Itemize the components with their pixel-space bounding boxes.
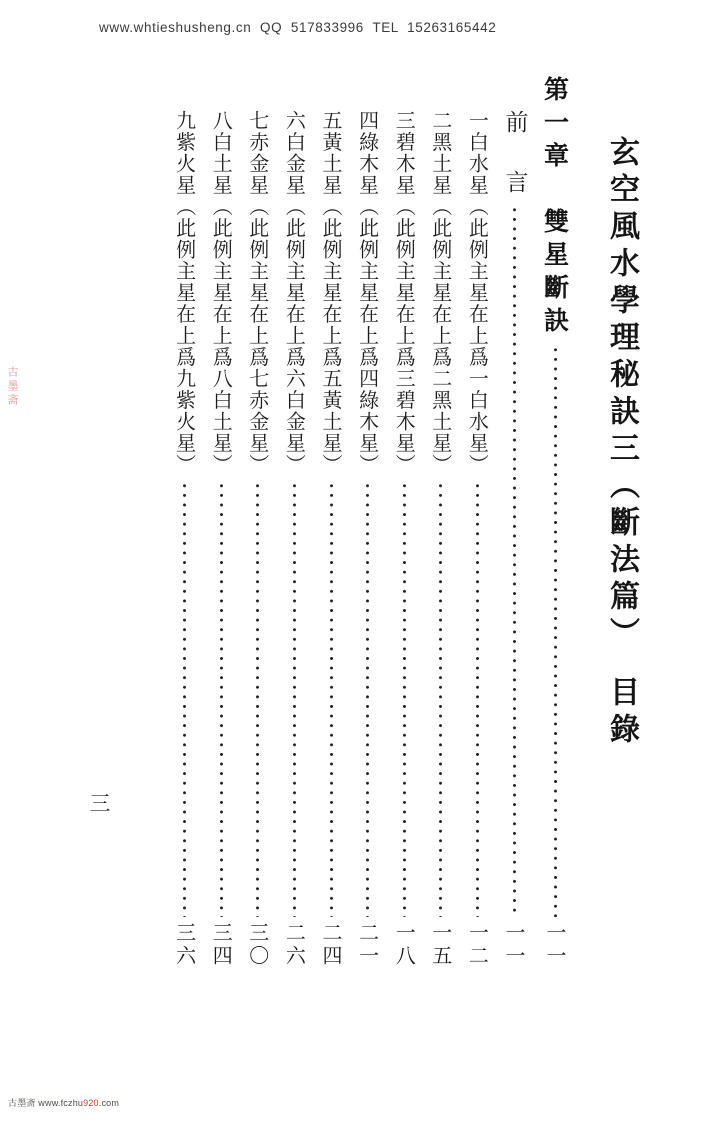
toc-entry	[165, 110, 205, 968]
toc-entry-label: 四綠木星（此例主星在上爲四綠木星）	[355, 110, 380, 476]
watermark-text: 古墨斋 www.fczhu	[8, 1098, 84, 1108]
dotted-leader	[292, 481, 297, 918]
watermark-text-suffix: .com	[98, 1098, 120, 1108]
toc-entry-label: 五黃土星（此例主星在上爲五黃土星）	[319, 110, 343, 476]
watermark-left-edge: 古墨斋	[6, 366, 19, 408]
toc-entry-page-number: 一二	[465, 922, 490, 968]
toc-entry	[238, 110, 278, 968]
toc-entry-label: 前 言	[501, 110, 528, 200]
dotted-leader	[475, 481, 480, 918]
toc-entry	[494, 110, 534, 968]
toc-entry-page-number: 三〇	[245, 922, 270, 968]
dotted-leader	[219, 481, 224, 918]
toc-chapter-label: 第一章 雙星斷訣	[540, 76, 570, 340]
dotted-leader	[182, 481, 187, 918]
toc-entry-page-number: 三六	[172, 922, 197, 968]
dotted-leader	[365, 481, 370, 918]
toc-entry-label: 一白水星（此例主星在上爲一白水星）	[465, 110, 490, 476]
toc-entry	[201, 110, 241, 968]
watermark-bottom-left	[8, 1096, 119, 1109]
dotted-leader	[553, 345, 558, 917]
toc-entry	[348, 110, 388, 968]
toc-entry-page-number: 二六	[282, 922, 307, 968]
toc-entry-page-number: 二一	[355, 922, 380, 968]
toc-entry-page-number: 二四	[319, 922, 343, 968]
toc-chapter-page-number: 一一	[543, 922, 567, 968]
toc-entry-label: 三碧木星（此例主星在上爲三碧木星）	[392, 110, 417, 476]
dotted-leader	[255, 481, 260, 918]
toc-entry	[274, 110, 314, 968]
toc-entry-label: 六白金星（此例主星在上爲六白金星）	[282, 110, 307, 476]
watermark-text-red: 920	[83, 1098, 99, 1108]
toc-entry-label: 七赤金星（此例主星在上爲七赤金星）	[245, 110, 270, 476]
toc-entry	[421, 110, 461, 968]
toc-entry-page-number: 一一	[502, 922, 526, 968]
header-contact-line: www.whtieshusheng.cn QQ 517833996 TEL 15263165442	[99, 20, 497, 35]
dotted-leader	[329, 481, 334, 918]
toc-entry	[457, 110, 497, 968]
dotted-leader	[512, 205, 517, 917]
toc-entry-label: 八白土星（此例主星在上爲八白土星）	[209, 110, 234, 476]
toc-entry-label: 九紫火星（此例主星在上爲九紫火星）	[172, 110, 197, 476]
toc-entry-page-number: 三四	[209, 922, 234, 968]
toc-entry-page-number: 一五	[428, 922, 453, 968]
toc-entry	[311, 110, 351, 968]
dotted-leader	[438, 481, 443, 918]
toc-entry-page-number: 一八	[392, 922, 417, 968]
toc-chapter-heading	[535, 76, 575, 968]
toc-entry	[384, 110, 424, 968]
dotted-leader	[402, 481, 407, 918]
book-title: 玄空風水學理秘訣三（斷法篇） 目錄	[604, 136, 639, 750]
toc-entry-label: 二黑土星（此例主星在上爲二黑土星）	[428, 110, 453, 476]
folio-page-number: 三	[87, 792, 111, 815]
